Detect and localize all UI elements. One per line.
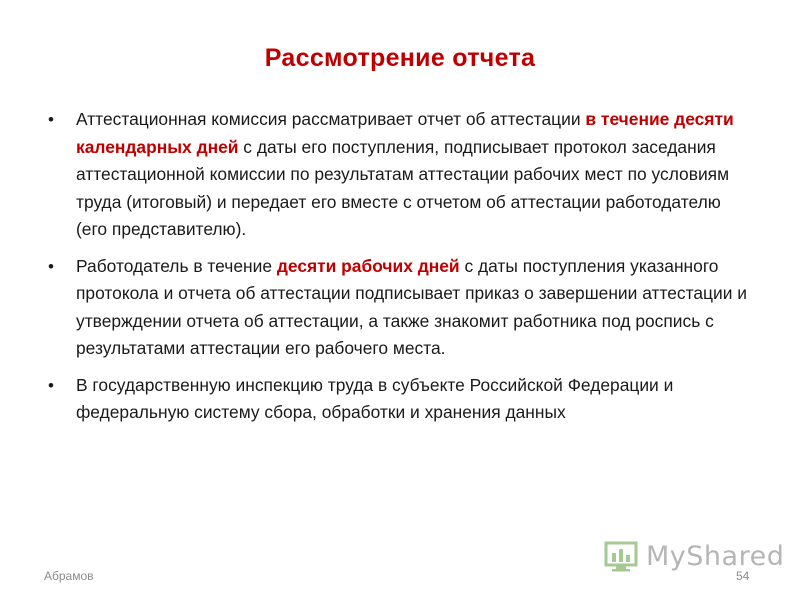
bullet-item <box>48 106 748 244</box>
bullet-highlight: десяти рабочих дней <box>276 255 460 276</box>
bullet-marker-icon: • <box>48 110 54 129</box>
bullet-text-part: Аттестационная комиссия рассматривает отчет об аттестации <box>76 109 586 129</box>
bullet-text-part: В государственную инспекцию труда в субъекте Российской Федерации и федеральную систему сбора, обработки и хранения данных <box>76 374 674 422</box>
watermark-text: MyShared <box>646 540 785 572</box>
bullet-marker-icon: • <box>48 256 54 276</box>
bullet-text-part: с даты его поступления, подписывает протокол заседания аттестационной комиссии по результатам аттестации рабочих мест по условиям труда (итоговый) и передает его вместе с отчетом об аттестации работодателю (его представителю). <box>76 136 730 239</box>
bullet-item <box>48 372 748 427</box>
myshared-logo-icon <box>604 539 642 573</box>
bullet-text-part: с даты поступления указанного протокола и отчета об аттестации подписывает приказ о завершении аттестации и утверждении отчета об аттестации, а также знакомит работника под роспись с результатами аттестации его рабочего места. <box>76 255 747 358</box>
bullet-text-part: Работодатель в течение <box>76 255 277 276</box>
bullet-list <box>48 106 748 436</box>
bullet-highlight: в течение десяти календарных дней <box>76 109 734 157</box>
bullet-marker-icon: • <box>48 375 54 395</box>
watermark-logo <box>604 536 784 576</box>
slide-title: Рассмотрение отчета <box>264 44 536 72</box>
bullet-item <box>48 253 748 363</box>
footer-author: Абрамов <box>44 569 94 583</box>
page-number: 54 <box>736 569 750 583</box>
